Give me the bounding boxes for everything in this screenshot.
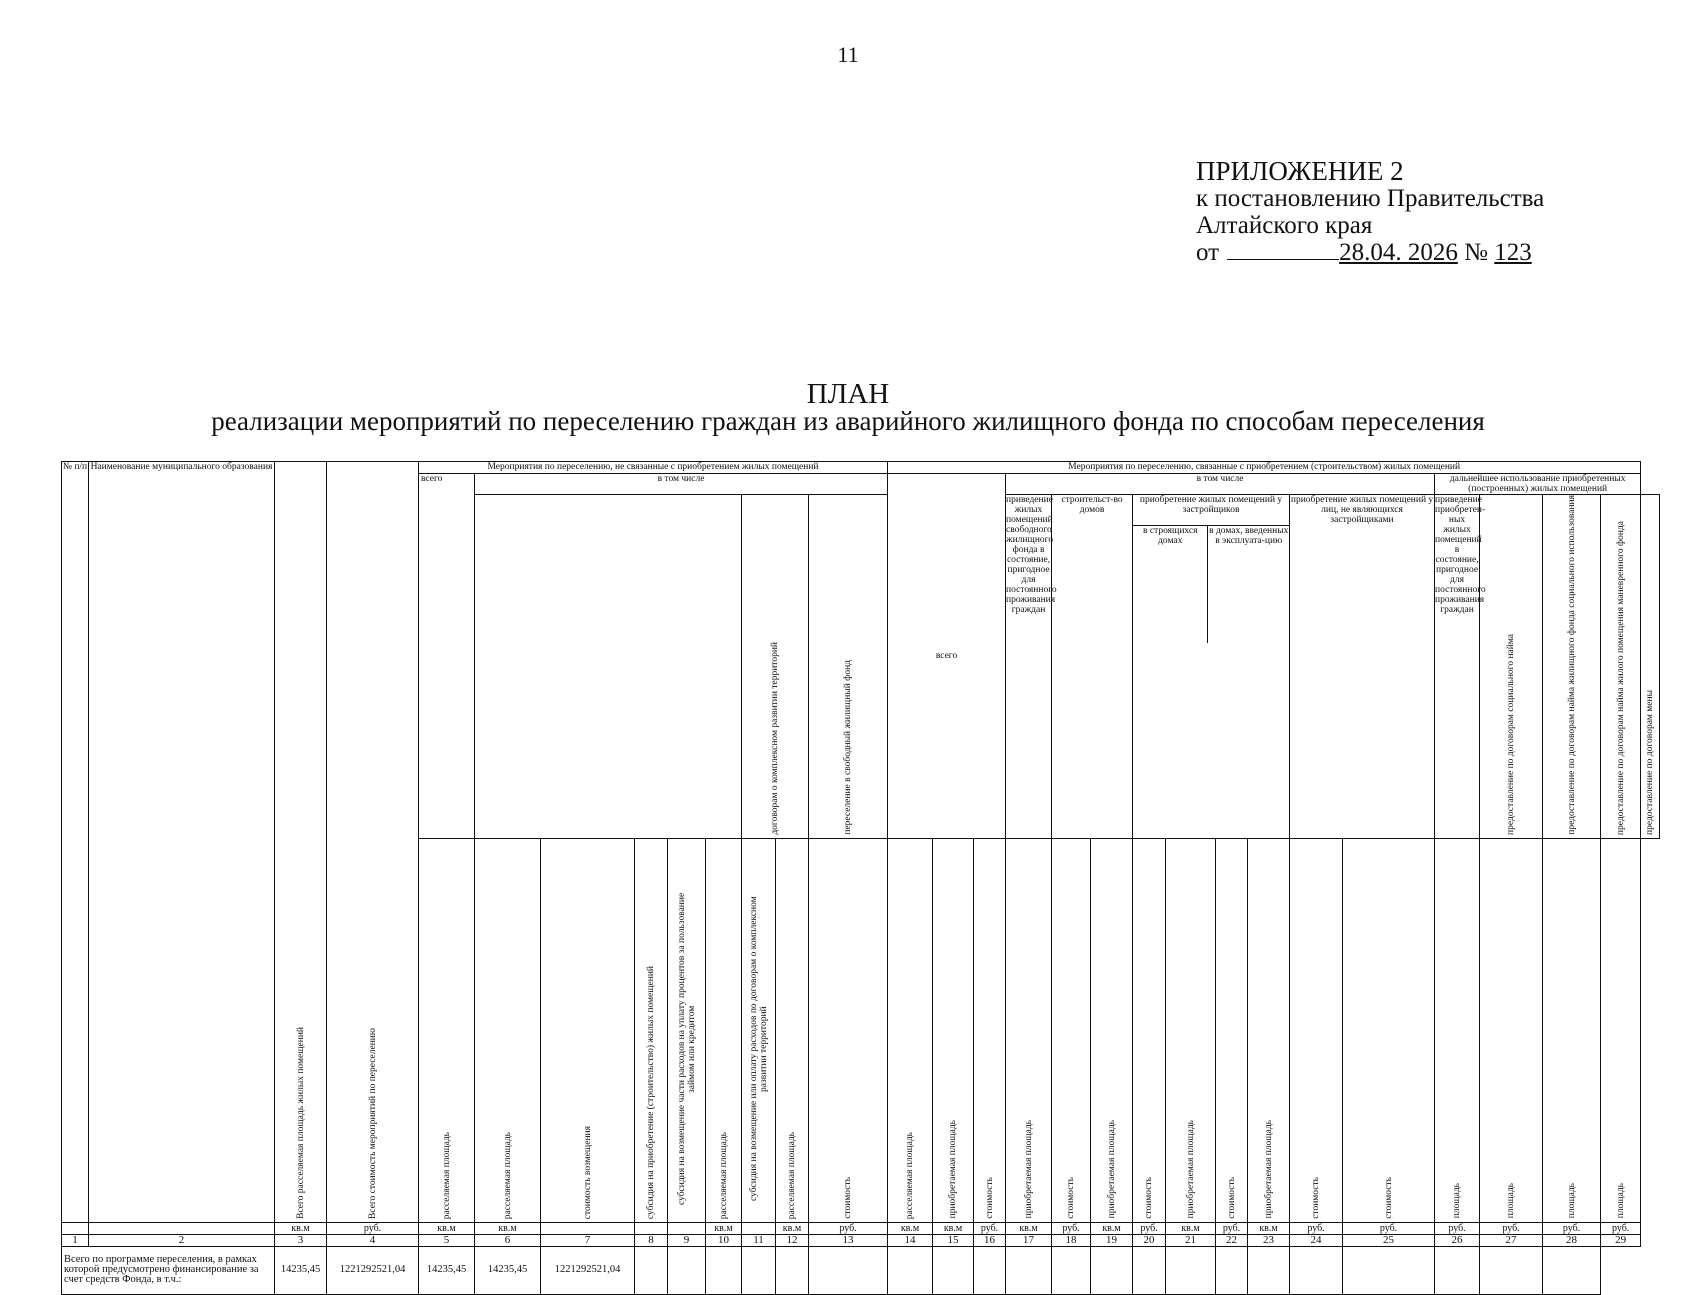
sub-c11: субсидия на возмещение или оплату расходов по договорам о комплексном развитии территорий [742,838,776,1222]
total-cell [1216,1246,1248,1294]
total-cell [1248,1246,1290,1294]
total-c5: 14235,45 [419,1246,475,1294]
column-number-cell: 9 [668,1234,706,1246]
sub-c7: стоимость возмещения [541,838,635,1222]
number-value: 123 [1494,239,1532,266]
unit-cell [742,1222,776,1234]
column-number-cell: 13 [809,1234,888,1246]
total-cell [635,1246,668,1294]
sub-c27: площадь [1480,838,1543,1222]
column-number-cell: 14 [888,1234,933,1246]
header-vvedennyh: в домах, введенных в эксплуата-цию [1209,526,1289,546]
column-number-cell: 11 [742,1234,776,1246]
header-soc-isp: предоставление по договорам найма жилищного фонда социального использования [1543,495,1601,839]
column-number-cell: 28 [1543,1234,1601,1246]
total-cell [1543,1246,1601,1294]
group-not-acquisition: Мероприятия по переселению, не связанные с приобретением жилых помещений [419,462,888,474]
header-svob: переселение в свободный жилищный фонд [809,495,888,839]
column-number-cell: 26 [1435,1234,1480,1246]
header-stroit: строительст-во домов [1052,495,1133,839]
appendix-line1: к постановлению Правительства [1196,185,1545,212]
header-ne-zastr: приобретение жилых помещений у лиц, не являющихся застройщиками [1290,495,1435,839]
total-cell [1290,1246,1343,1294]
column-number-cell: 15 [933,1234,974,1246]
total-cell [1435,1246,1480,1294]
header-priobr-zastr-sub [1133,526,1289,643]
column-number-cell: 7 [541,1234,635,1246]
unit-cell: кв.м [1166,1222,1216,1234]
header-manevr: предоставление по договорам найма жилого помещения маневренного фонда [1601,495,1641,839]
date-value: 28.04. 2026 [1339,239,1458,266]
total-cell [668,1246,706,1294]
header-num: № п/п [62,462,89,1223]
header-dalneyshee: дальнейшее использование приобретенных (построенных) жилых помещений [1435,474,1641,495]
total-c7: 1221292521,04 [541,1246,635,1294]
header-name: Наименование муниципального образования [89,462,275,1223]
header-empty-not-acq [475,495,742,839]
total-cell [776,1246,809,1294]
sub-c10: расселяемая площадь [706,838,742,1222]
sub-c9: субсидия на возмещение части расходов на уплату процентов за пользование займом или кредитом [668,838,706,1222]
unit-cell: руб. [1601,1222,1641,1234]
unit-cell: кв.м [933,1222,974,1234]
column-number-cell: 22 [1216,1234,1248,1246]
total-cell [1006,1246,1052,1294]
header-vsego-acq: всего [888,474,1006,839]
unit-cell: руб. [974,1222,1006,1234]
total-c4: 1221292521,04 [327,1246,419,1294]
sub-c17: приобретаемая площадь [1006,838,1052,1222]
column-number-cell: 20 [1133,1234,1166,1246]
total-c3: 14235,45 [275,1246,327,1294]
header-privedenie-svob: приведение жилых помещений свободного жилищного фонда в состояние, пригодное для постоянного проживания граждан [1006,495,1052,839]
sub-c18: стоимость [1052,838,1091,1222]
header-incl-1: в том числе [475,474,888,495]
date-blank [1227,239,1339,260]
units-row [62,1222,1660,1234]
appendix-date-line [1196,239,1544,266]
unit-cell: кв.м [419,1222,475,1234]
appendix-title: ПРИЛОЖЕНИЕ 2 [1196,156,1404,186]
total-cell [1091,1246,1133,1294]
unit-cell: кв.м [706,1222,742,1234]
column-number-cell: 27 [1480,1234,1543,1246]
sub-c28: площадь [1543,838,1601,1222]
numbers-row [62,1234,1660,1246]
unit-cell: кв.м [1091,1222,1133,1234]
column-number-cell: 2 [89,1234,275,1246]
unit-cell [62,1222,89,1234]
unit-cell: руб. [327,1222,419,1234]
unit-cell: руб. [1435,1222,1480,1234]
unit-cell: руб. [809,1222,888,1234]
header-priobr-zastr-label: приобретение жилых помещений у застройщиков [1133,495,1289,526]
sub-c23: приобретаемая площадь [1248,838,1290,1222]
total-cell [888,1246,933,1294]
column-number-cell: 1 [62,1234,89,1246]
total-cell [1133,1246,1166,1294]
group-acquisition: Мероприятия по переселению, связанные с приобретением (строительством) жилых помещений [888,462,1641,474]
unit-cell: руб. [1480,1222,1543,1234]
sub-c20: стоимость [1133,838,1166,1222]
header-total-cost: Всего стоимость мероприятий по переселению [327,462,419,1223]
header-total-area: Всего расселяемая площадь жилых помещений [275,462,327,1223]
appendix-block [1196,158,1544,266]
sub-c19: приобретаемая площадь [1091,838,1133,1222]
sub-c5: расселяемая площадь [419,838,475,1222]
sub-c6: расселяемая площадь [475,838,541,1222]
total-cell [1343,1246,1435,1294]
total-cell [809,1246,888,1294]
unit-cell: кв.м [888,1222,933,1234]
header-privedenie-priobr: приведение приобретен-ных жилых помещений в состояние, пригодное для постоянного проживания граждан [1435,495,1480,839]
unit-cell: кв.м [1248,1222,1290,1234]
total-cell [974,1246,1006,1294]
column-number-cell: 6 [475,1234,541,1246]
sub-c14: расселяемая площадь [888,838,933,1222]
total-row [62,1246,1660,1294]
sub-c12: расселяемая площадь [776,838,809,1222]
header-priobr-zastr [1133,495,1290,839]
header-kompl: договорам о комплексном развитии территорий [742,495,809,839]
header-incl-2: в том числе [1006,474,1435,495]
unit-cell: руб. [1343,1222,1435,1234]
sub-c15: приобретаемая площадь [933,838,974,1222]
unit-cell [635,1222,668,1234]
total-cell [1052,1246,1091,1294]
column-number-cell: 17 [1006,1234,1052,1246]
total-label: Всего по программе переселения, в рамках которой предусмотрено финансирование за счет средств Фонда, в т.ч.: [62,1246,275,1294]
unit-cell: кв.м [1006,1222,1052,1234]
column-number-cell: 5 [419,1234,475,1246]
column-number-cell: 12 [776,1234,809,1246]
header-vsego: всего [419,474,475,839]
header-stroyash: в строящихся домах [1133,526,1208,643]
header-soc: предоставление по договорам социального найма [1480,495,1543,839]
appendix-line2: Алтайского края [1196,212,1373,239]
total-c6: 14235,45 [475,1246,541,1294]
header-mena: предоставление по договорам мены [1641,495,1660,839]
page-number: 11 [837,42,859,67]
unit-cell [89,1222,275,1234]
unit-cell: кв.м [776,1222,809,1234]
total-cell [742,1246,776,1294]
number-prefix: № [1464,239,1488,266]
column-number-cell: 24 [1290,1234,1343,1246]
column-number-cell: 21 [1166,1234,1216,1246]
unit-cell: руб. [1290,1222,1343,1234]
unit-cell [541,1222,635,1234]
column-number-cell: 4 [327,1234,419,1246]
unit-cell: кв.м [275,1222,327,1234]
column-number-cell: 3 [275,1234,327,1246]
unit-cell: руб. [1216,1222,1248,1234]
unit-cell: руб. [1052,1222,1091,1234]
plan-subtitle: реализации мероприятий по переселению граждан из аварийного жилищного фонда по способам переселения [211,406,1485,436]
sub-c8: субсидия на приобретение (строительство) жилых помещений [635,838,668,1222]
sub-c13: стоимость [809,838,888,1222]
sub-c22: стоимость [1216,838,1248,1222]
total-cell [1166,1246,1216,1294]
total-cell [706,1246,742,1294]
plan-title: ПЛАН [806,378,890,410]
column-number-cell: 18 [1052,1234,1091,1246]
total-cell [933,1246,974,1294]
column-number-cell: 25 [1343,1234,1435,1246]
unit-cell: кв.м [475,1222,541,1234]
column-number-cell: 29 [1601,1234,1641,1246]
sub-c29: площадь [1601,838,1641,1222]
sub-c26: площадь [1435,838,1480,1222]
plan-table [61,461,1660,1295]
column-number-cell: 8 [635,1234,668,1246]
sub-c25: стоимость [1343,838,1435,1222]
unit-cell: руб. [1133,1222,1166,1234]
date-prefix: от [1196,239,1220,266]
column-number-cell: 16 [974,1234,1006,1246]
sub-c21: приобретаемая площадь [1166,838,1216,1222]
sub-c24: стоимость [1290,838,1343,1222]
total-cell [1480,1246,1543,1294]
column-number-cell: 19 [1091,1234,1133,1246]
unit-cell: руб. [1543,1222,1601,1234]
column-number-cell: 23 [1248,1234,1290,1246]
unit-cell [668,1222,706,1234]
column-number-cell: 10 [706,1234,742,1246]
sub-c16: стоимость [974,838,1006,1222]
